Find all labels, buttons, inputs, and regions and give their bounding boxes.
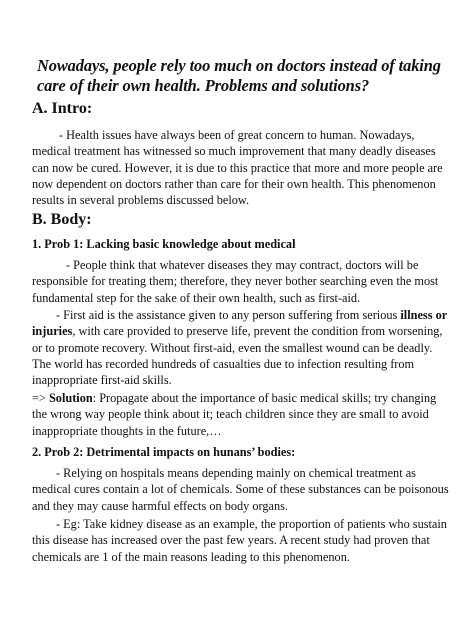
body-heading: B. Body:: [32, 211, 92, 228]
prob2-paragraph-1-text: - Relying on hospitals means depending mainly on chemical treatment as medical cures contain a lot of chemicals. Some of these substances can be poisonous and they may cause harmful effects on body organs.: [32, 466, 449, 513]
prob1-title: 1. Prob 1: Lacking basic knowledge about medical: [32, 237, 296, 251]
solution-arrow: =>: [32, 391, 49, 405]
prob2-paragraph-2: [32, 516, 450, 565]
essay-title: Nowadays, people rely too much on doctors instead of taking care of their own health. Problems and solutions?: [37, 56, 441, 95]
prob1-paragraph-2-rest: , with care provided to preserve life, prevent the condition from worsening, or to promote recovery. Without first-aid, even the smallest wound can be deadly. The world has recorded hundreds of casualties due to infection resulting from inappropriate first-aid skills.: [32, 324, 443, 388]
prob1-paragraph-1: [32, 257, 450, 306]
solution-label: Solution: [48, 391, 93, 405]
intro-paragraph: [32, 127, 450, 208]
prob2-paragraph-1: [32, 465, 450, 514]
prob2-paragraph-2-text: - Eg: Take kidney disease as an example, the proportion of patients who sustain this disease has increased over the past few years. A recent study had proven that chemicals are 1 of the main reasons leading to this phenomenon.: [32, 517, 447, 564]
prob1-paragraph-2: [32, 307, 450, 388]
prob2-title: 2. Prob 2: Detrimental impacts on hunans’ bodies:: [32, 445, 296, 459]
solution-text: : Propagate about the importance of basic medical skills; try changing the wrong way people think about it; teach children since they are small to avoid inappropriate thoughts in the future,…: [32, 391, 437, 438]
prob1-paragraph-2-bold: illness or injuries: [32, 308, 447, 339]
intro-paragraph-text: - Health issues have always been of great concern to human. Nowadays, medical treatment has witnessed so much improvement that many deadly diseases can now be cured. However, it is due to this practice that more and more people are now dependent on doctors rather than care for their own health. This phenomenon results in several problems discussed below.: [32, 128, 443, 208]
prob1-paragraph-1-text: - People think that whatever diseases they may contract, doctors will be responsible for treating them; therefore, they never bother searching even the most fundamental step for the sake of their own health, such as first-aid.: [32, 258, 439, 305]
prob1-solution: [32, 390, 450, 439]
intro-heading: A. Intro:: [32, 100, 93, 117]
prob1-paragraph-2-lead: - First aid is the assistance given to any person suffering from serious: [56, 308, 401, 322]
